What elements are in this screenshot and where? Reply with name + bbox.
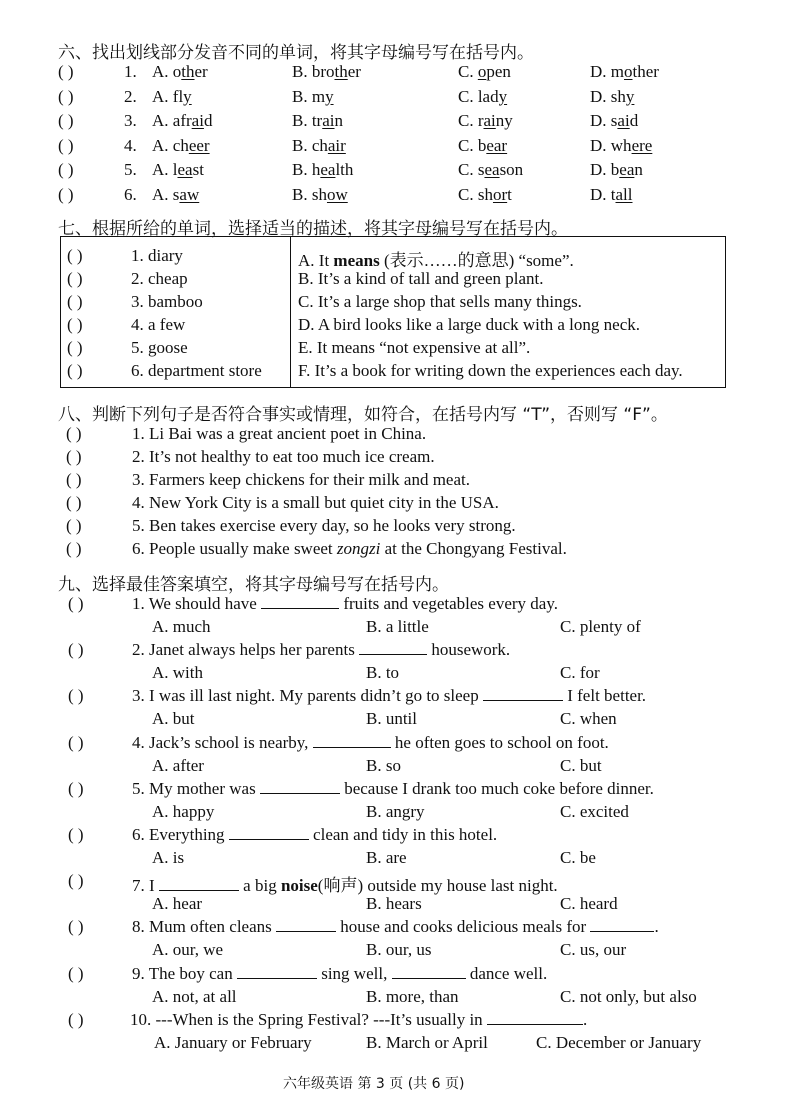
answer-option: C. when	[560, 709, 617, 729]
option-c	[458, 62, 511, 82]
option-d	[590, 160, 643, 180]
question-stem	[132, 779, 654, 799]
option-c	[458, 111, 513, 131]
answer-bracket: ( )	[58, 184, 74, 204]
answer-blank	[229, 825, 309, 840]
option-b	[292, 111, 343, 131]
judgement-item	[132, 539, 567, 559]
stem-text: 10. ---When is the Spring Festival? ---It’s usually in	[130, 1009, 487, 1029]
option-c	[458, 160, 523, 180]
answer-option: C. not only, but also	[560, 986, 697, 1006]
option-d	[590, 62, 659, 82]
answer-option: B. more, than	[366, 986, 459, 1006]
italic-word: zongzi	[336, 539, 381, 558]
stem-text: 9. The boy can	[132, 963, 237, 983]
word-item: 4. a few	[131, 315, 186, 334]
underlined-letters: y	[625, 86, 635, 106]
underlined-letters: ere	[631, 135, 653, 155]
question-stem	[132, 733, 609, 753]
answer-option: C. excited	[560, 801, 629, 821]
sentence-text: 1. Li Bai was a great ancient poet in China.	[132, 424, 427, 443]
option-suffix: d	[203, 111, 213, 130]
question-number: 2.	[124, 86, 137, 106]
sentence-text: 3. Farmers keep chickens for their milk and meat.	[132, 470, 470, 489]
underlined-letters: ai	[617, 111, 630, 130]
option-b	[292, 87, 334, 107]
answer-bracket: ( )	[66, 516, 82, 535]
answer-bracket: ( )	[58, 86, 74, 106]
option-suffix: ther	[632, 62, 659, 81]
word-item: 1. diary	[131, 246, 183, 265]
option-suffix: er	[194, 62, 208, 81]
underlined-letters: y	[183, 86, 192, 106]
description-text: C. It’s a large shop that sells many things.	[298, 292, 582, 311]
option-prefix: B. ch	[292, 135, 328, 155]
option-prefix: B. bro	[292, 62, 335, 81]
description-text: E. It means “not expensive at all”.	[298, 338, 531, 357]
answer-option: A. happy	[152, 801, 215, 821]
option-a	[152, 185, 199, 205]
answer-bracket: ( )	[68, 778, 84, 798]
option-d	[590, 136, 652, 156]
sentence-text: 4. New York City is a small but quiet city in the USA.	[132, 493, 499, 512]
option-prefix: C. sh	[458, 184, 493, 204]
judgement-item	[132, 493, 499, 513]
description-item	[298, 292, 582, 312]
question-stem	[132, 825, 497, 845]
answer-option: C. be	[560, 848, 596, 867]
option-suffix: st	[192, 160, 204, 179]
answer-bracket: ( )	[66, 493, 82, 512]
word-item: 3. bamboo	[131, 292, 203, 311]
underlined-letters: all	[615, 184, 633, 204]
option-a	[152, 160, 204, 180]
option-suffix: n	[334, 111, 344, 130]
answer-option: B. a little	[366, 617, 429, 636]
question-stem	[132, 964, 547, 984]
option-prefix: D. b	[590, 160, 620, 179]
option-c	[458, 87, 507, 107]
option-prefix: A.	[152, 62, 173, 81]
option-a	[152, 136, 210, 156]
answer-blank	[392, 964, 466, 979]
question-number: 1.	[124, 62, 137, 81]
description-text: D. A bird looks like a large duck with a long neck.	[298, 315, 640, 334]
stem-text: .	[654, 917, 659, 937]
option-text: o	[172, 62, 182, 81]
answer-option: B. until	[366, 709, 418, 729]
section-6-title: 六、找出划线部分发音不同的单词，将其字母编号写在括号内。	[58, 43, 534, 63]
answer-blank	[590, 917, 654, 932]
underlined-letters: ea	[177, 160, 193, 179]
answer-option: C. us, our	[560, 940, 627, 960]
answer-bracket: ( )	[66, 470, 82, 489]
option-d	[590, 111, 638, 131]
underlined-letters: th	[334, 62, 348, 81]
sentence-text: at the Chongyang Festival.	[380, 539, 567, 558]
answer-bracket: ( )	[67, 269, 83, 288]
option-prefix: A. afr	[152, 111, 192, 130]
answer-option: A. much	[152, 617, 211, 636]
underlined-letters: ea	[619, 160, 635, 179]
option-a	[152, 62, 208, 82]
underlined-letters: ai	[322, 111, 335, 130]
section-8-title: 八、判断下列句子是否符合事实或情理，如符合，在括号内写 “T”，否则写 “F”。	[58, 405, 668, 425]
stem-text: clean and tidy in this hotel.	[308, 825, 498, 844]
answer-bracket: ( )	[67, 246, 83, 265]
answer-bracket: ( )	[68, 1009, 84, 1029]
stem-text: a big	[238, 876, 281, 896]
option-prefix: C. b	[458, 135, 487, 155]
judgement-item	[132, 424, 426, 444]
answer-bracket: ( )	[68, 963, 84, 983]
description-item	[298, 315, 640, 335]
answer-blank	[261, 594, 339, 609]
underlined-letters: ai	[191, 111, 204, 130]
section-7-title: 七、根据所给的单词，选择适当的描述，将其字母编号写在括号内。	[58, 219, 568, 239]
answer-bracket: ( )	[67, 361, 83, 380]
option-d	[590, 87, 634, 107]
stem-text: housework.	[427, 640, 511, 660]
stem-text: I felt better.	[562, 686, 647, 706]
option-prefix: D. m	[590, 62, 624, 81]
option-b	[292, 62, 361, 82]
description-item	[298, 361, 683, 381]
option-c	[458, 185, 512, 205]
question-number: 6.	[124, 184, 137, 204]
option-prefix: A. s	[152, 184, 180, 204]
stem-text: 1. We should have	[132, 594, 262, 613]
answer-option: C. for	[560, 663, 600, 683]
answer-bracket: ( )	[68, 640, 84, 660]
stem-text: 8. Mum often cleans	[132, 917, 276, 937]
stem-text: .	[582, 1009, 588, 1029]
answer-bracket: ( )	[68, 594, 84, 613]
answer-bracket: ( )	[67, 338, 83, 357]
underlined-letters: o	[477, 62, 487, 81]
underlined-letters: aw	[179, 184, 200, 204]
option-prefix: A. fl	[152, 86, 184, 106]
option-prefix: C. r	[458, 111, 484, 130]
answer-bracket: ( )	[68, 825, 84, 844]
option-b	[292, 160, 353, 180]
judgement-item	[132, 447, 435, 467]
answer-option: A. but	[152, 709, 195, 729]
judgement-item	[132, 516, 516, 536]
answer-bracket: ( )	[58, 111, 74, 130]
bold-word: noise	[280, 876, 318, 896]
answer-option: B. so	[366, 755, 401, 775]
word-item: 5. goose	[131, 338, 188, 357]
description-item	[298, 246, 574, 271]
answer-option: A. after	[152, 755, 204, 775]
option-prefix: B. sh	[292, 184, 327, 204]
question-stem	[132, 594, 558, 614]
option-c	[458, 136, 507, 156]
question-number: 5.	[124, 160, 137, 179]
answer-bracket: ( )	[66, 447, 82, 466]
bold-word: means	[333, 251, 380, 270]
underlined-letters: ai	[483, 111, 496, 130]
option-prefix: A. l	[152, 160, 178, 179]
option-prefix: C.	[458, 62, 478, 81]
answer-option: B. to	[366, 663, 400, 683]
option-b	[292, 185, 348, 205]
stem-text: (响声) outside my house last night.	[317, 876, 558, 896]
option-prefix: B. tr	[292, 111, 323, 130]
answer-blank	[313, 733, 391, 748]
description-text: F. It’s a book for writing down the experiences each day.	[298, 361, 683, 380]
answer-option: B. angry	[366, 801, 425, 821]
sentence-text: 2. It’s not healthy to eat too much ice cream.	[132, 447, 435, 466]
answer-option: B. our, us	[366, 940, 432, 960]
answer-option: A. January or February	[154, 1032, 312, 1052]
stem-text: 5. My mother was	[132, 778, 260, 798]
question-stem	[132, 640, 510, 660]
answer-bracket: ( )	[58, 160, 74, 179]
option-suffix: lth	[335, 160, 354, 179]
sentence-text: 6. People usually make sweet	[132, 539, 337, 558]
underlined-letters: air	[327, 135, 346, 155]
description-item	[298, 338, 530, 358]
stem-text: sing well,	[316, 963, 392, 983]
answer-option: A. our, we	[152, 940, 224, 960]
option-prefix: C. s	[458, 160, 485, 179]
option-prefix: B. h	[292, 160, 321, 179]
question-number: 3.	[124, 111, 137, 130]
option-suffix: ny	[495, 111, 513, 130]
answer-blank	[237, 964, 317, 979]
option-prefix: D. t	[590, 184, 616, 204]
underlined-letters: y	[325, 86, 334, 106]
underlined-letters: ea	[484, 160, 500, 179]
underlined-letters: or	[492, 184, 508, 204]
answer-blank	[260, 779, 340, 794]
option-d	[590, 185, 633, 205]
stem-text: dance well.	[465, 963, 548, 983]
underlined-letters: ear	[486, 135, 508, 155]
option-suffix: son	[499, 160, 524, 179]
underlined-letters: o	[624, 62, 633, 81]
description-text: A. It	[298, 251, 334, 270]
page-footer: 六年级英语 第 3 页 (共 6 页)	[283, 1076, 465, 1092]
stem-text: because I drank too much coke before dinner.	[339, 778, 654, 798]
stem-text: 7. I	[132, 876, 159, 896]
stem-text: 4. Jack’s school is nearby,	[132, 732, 313, 752]
answer-bracket: ( )	[68, 871, 84, 891]
question-stem	[132, 686, 646, 706]
answer-option: B. are	[366, 848, 407, 867]
question-number: 4.	[124, 135, 137, 155]
option-suffix: pen	[486, 62, 511, 81]
underlined-letters: eer	[188, 135, 210, 155]
option-prefix: D. s	[590, 111, 618, 130]
question-stem	[130, 1010, 587, 1030]
answer-blank	[159, 876, 239, 891]
answer-bracket: ( )	[67, 292, 83, 311]
option-prefix: B. m	[292, 86, 326, 106]
word-item: 6. department store	[131, 361, 262, 380]
matching-table	[60, 236, 726, 388]
stem-text: house and cooks delicious meals for	[336, 917, 591, 937]
answer-blank	[483, 686, 563, 701]
option-prefix: C. lad	[458, 86, 499, 106]
description-item	[298, 269, 544, 289]
question-stem	[132, 871, 558, 896]
answer-option: A. with	[152, 663, 203, 683]
answer-option: C. but	[560, 755, 602, 775]
answer-option: B. March or April	[366, 1032, 488, 1052]
option-prefix: D. wh	[590, 135, 632, 155]
section-9-title: 九、选择最佳答案填空，将其字母编号写在括号内。	[58, 575, 449, 595]
question-stem	[132, 917, 659, 937]
answer-option: C. plenty of	[560, 617, 641, 636]
description-text: (表示……的意思) “some”.	[379, 251, 574, 270]
option-a	[152, 111, 212, 131]
underlined-letters: ow	[326, 184, 348, 204]
judgement-item	[132, 470, 470, 490]
answer-bracket: ( )	[68, 917, 84, 937]
option-prefix: D. sh	[590, 86, 626, 106]
stem-text: 2. Janet always helps her parents	[132, 640, 360, 660]
answer-blank	[359, 640, 427, 655]
answer-blank	[276, 917, 336, 932]
answer-bracket: ( )	[67, 315, 83, 334]
description-text: B. It’s a kind of tall and green plant.	[298, 269, 544, 288]
option-suffix: n	[634, 160, 643, 179]
underlined-letters: ea	[320, 160, 336, 179]
answer-option: A. hear	[152, 894, 203, 914]
answer-bracket: ( )	[58, 62, 74, 81]
option-b	[292, 136, 346, 156]
stem-text: fruits and vegetables every day.	[339, 594, 558, 613]
word-item: 2. cheap	[131, 269, 188, 288]
answer-option: C. December or January	[536, 1032, 702, 1052]
answer-option: B. hears	[366, 894, 422, 914]
answer-bracket: ( )	[66, 539, 82, 558]
answer-bracket: ( )	[68, 686, 84, 706]
answer-blank	[487, 1010, 583, 1025]
option-suffix: er	[347, 62, 361, 81]
option-suffix: t	[507, 184, 512, 204]
answer-bracket: ( )	[58, 135, 74, 155]
answer-option: C. heard	[560, 894, 618, 914]
option-prefix: A. ch	[152, 135, 189, 155]
table-divider	[290, 237, 291, 387]
stem-text: 6. Everything	[132, 825, 229, 844]
option-suffix: d	[629, 111, 639, 130]
stem-text: he often goes to school on foot.	[390, 732, 609, 752]
option-a	[152, 87, 192, 107]
underlined-letters: th	[181, 62, 195, 81]
answer-option: A. is	[152, 848, 185, 867]
sentence-text: 5. Ben takes exercise every day, so he looks very strong.	[132, 516, 516, 535]
stem-text: 3. I was ill last night. My parents didn’t go to sleep	[132, 686, 483, 706]
answer-bracket: ( )	[66, 424, 82, 443]
answer-option: A. not, at all	[152, 986, 237, 1006]
answer-bracket: ( )	[68, 732, 84, 752]
underlined-letters: y	[498, 86, 508, 106]
